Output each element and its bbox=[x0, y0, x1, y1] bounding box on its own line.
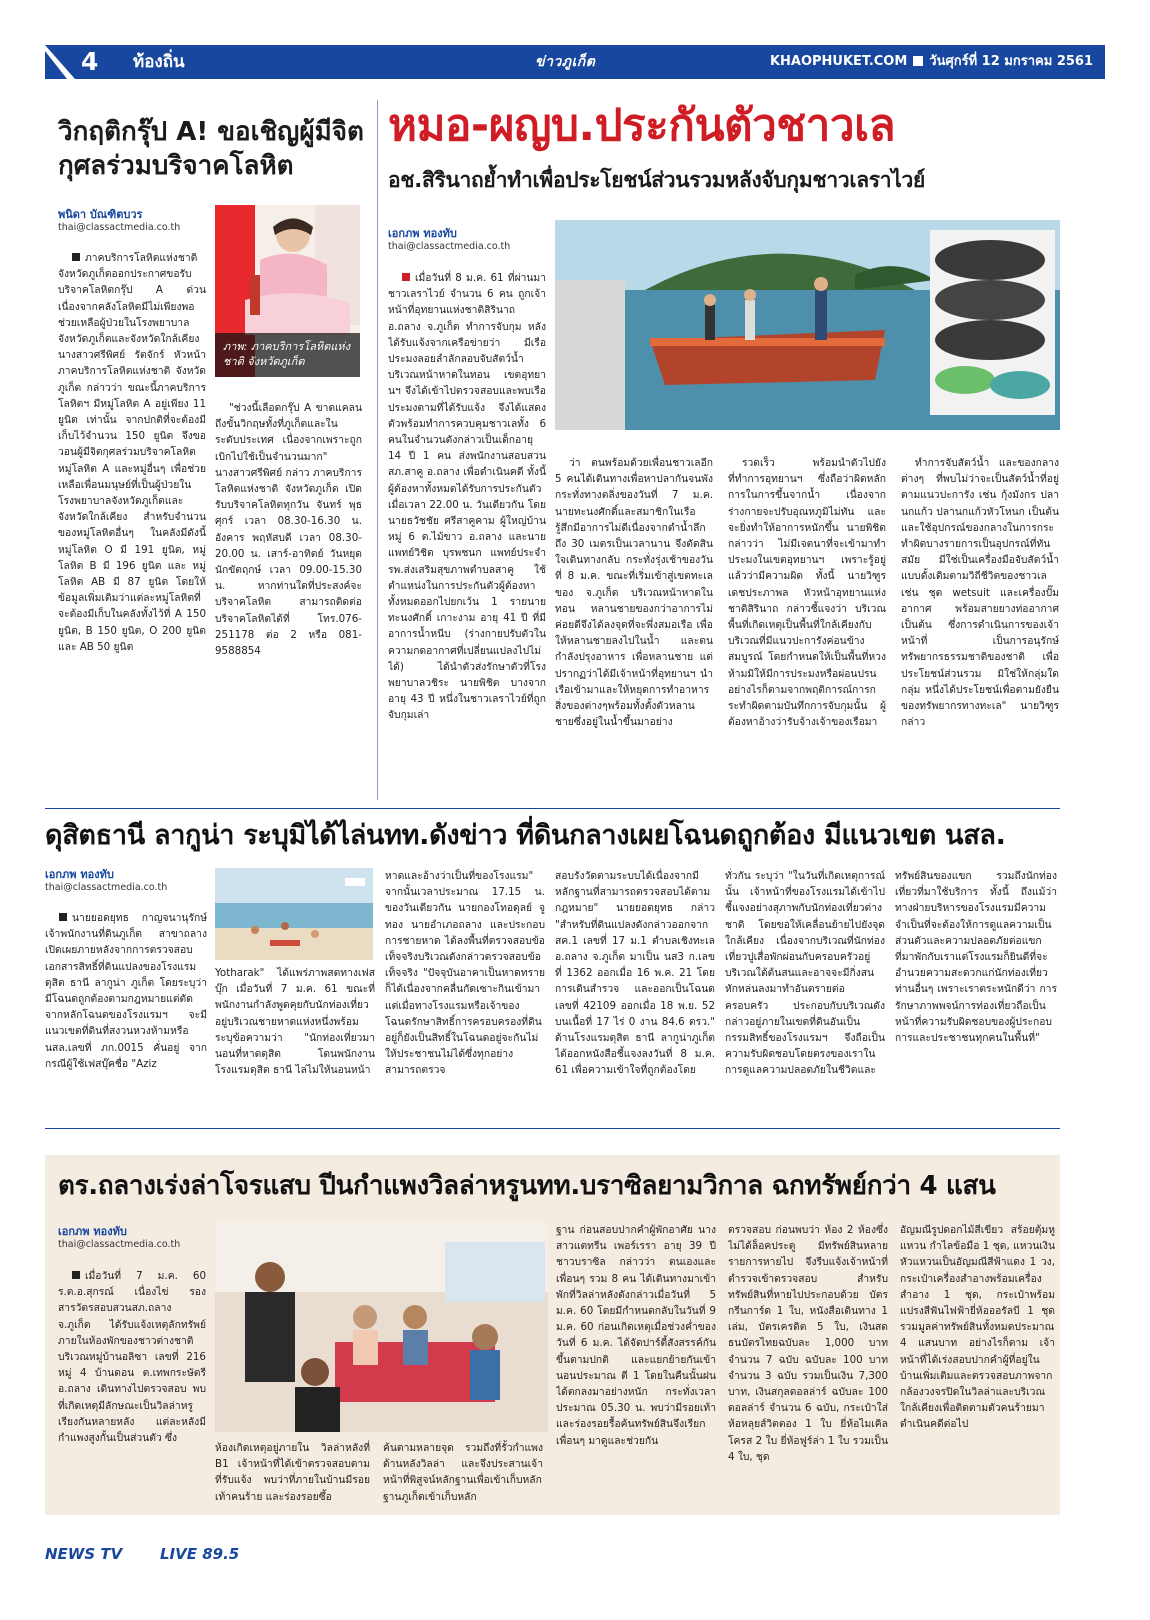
story4-column-1b bbox=[215, 1440, 370, 1508]
story1-email[interactable]: thai@classactmedia.co.th bbox=[58, 222, 181, 233]
section-divider bbox=[45, 808, 1060, 809]
issue-date: วันศุกร์ที่ 12 มกราคม 2561 bbox=[929, 54, 1093, 69]
story3-column-3 bbox=[555, 868, 715, 1110]
beach-illustration bbox=[215, 868, 373, 960]
story1-headline: วิกฤติกรุ๊ป A! ขอเชิญผู้มีจิตกุศลร่วมบริจาคโลหิต bbox=[58, 117, 364, 181]
story2-column-3 bbox=[728, 455, 886, 800]
header-meta bbox=[770, 45, 1093, 79]
story3-column-5 bbox=[895, 868, 1057, 1110]
story2-subheadline: อช.สิรินาถย้ำทำเพื่อประโยชน์ส่วนรวมหลังจับกุมชาวเลราไวย์ bbox=[388, 168, 925, 192]
story3-text-5: ทรัพย์สินของแขก รวมถึงนักท่องเที่ยวที่มาใช้บริการ ทั้งนี้ ถึงแม้ว่าทางฝ่ายบริหารของโรงแรมมีความจำเป็นที่จะต้องให้การดูแลความเป็นส่วนตัวและความปลอดภัยต่อแขกที่มาพักกับเราแต่โรงแรมก็ยินดีที่จะอำนวยความสะดวกแก่นักท่องเที่ยวท่านอื่นๆ เพราะเราตระหนักดีว่า การรักษาภาพพจน์การท่องเที่ยวถือเป็นหน้าที่ความรับผิดชอบของผู้ประกอบการและประชาชนทุกคนในพื้นที่" bbox=[895, 870, 1057, 1045]
story2-column-4 bbox=[901, 455, 1059, 800]
story1-column-1 bbox=[58, 250, 206, 765]
story3-email[interactable]: thai@classactmedia.co.th bbox=[45, 882, 168, 893]
story4-column-3 bbox=[556, 1222, 716, 1508]
bullet-icon bbox=[72, 253, 80, 261]
story4-text-4: ตรวจสอบ ก่อนพบว่า ห้อง 2 ห้องซึ่งไม่ได้ล็อคประตู มีทรัพย์สินหลายรายการหายไป จึงรีบแจ้งเจ้าหน้าที่ตำรวจเข้าตรวจสอบ สำหรับทรัพย์สินที่หายไปประกอบด้วย บัตรกรีนการ์ด 1 ใบ, หนังสือเดินทาง 1 เล่ม, บัตรเครดิต 5 ใบ, เงินสด ธนบัตรไทยฉบับละ 1,000 บาท จำนวน 7 ฉบับ ฉบับละ 100 บาทจำนวน 3 ฉบับ รวมเป็นเงิน 7,300 บาท, เงินสกุลดอลล่าร์ ฉบับละ 100 ดอลล่าร์ จำนวน 6 ฉบับ, กระเป๋าใส่ห้อหลุยส์วิตตอง 1 ใบ ยี่ห้อไมเคิลโครส 2 ใบ ยี่ห้อฟูร์ล่า 1 ใบ รวมเป็น 4 ใบ, ชุด bbox=[728, 1224, 888, 1463]
story3-column-1a bbox=[45, 910, 207, 1110]
story3-text-4: ทั่วกัน ระบุว่า "ในวันที่เกิดเหตุการณ์นั้น เจ้าหน้าที่ของโรงแรมได้เข้าไปชี้แจงอย่างสุภาพกับนักท่องเที่ยวต่างชาติ โดยขอให้เคลื่อนย้ายไปยังจุดใกล้เคียง เนื่องจากบริเวณที่นักท่องเที่ยวปูเสื่อพักผ่อนกับครอบครัวอยู่บริเวณใต้ต้นสนและอาจจะมีกิ่งสนหักหล่นลงมาทำอันตรายต่อครอบครัว ประกอบกับบริเวณดังกล่าวอยู่ภายในเขตที่ดินอันเป็นกรรมสิทธิ์ของโรงแรมฯ จึงถือเป็นความรับผิดชอบโดยตรงของเราในการดูแลความปลอดภัยในชีวิตและ bbox=[725, 870, 885, 1077]
section-title: ท้องถิ่น bbox=[133, 52, 185, 72]
story1-byline bbox=[58, 208, 208, 234]
story2-author: เอกภพ ทองทับ bbox=[388, 227, 457, 240]
story4-photo-police bbox=[215, 1222, 548, 1432]
story1-column-2 bbox=[215, 400, 362, 765]
story2-byline bbox=[388, 227, 538, 253]
story1-text-2: "ช่วงนี้เลือดกรุ๊ป A ขาดแคลนถึงขั้นวิกฤษทั้งที่ภูเก็ตและในระดับประเทศ เนื่องจากเพราะถูกเบิกไปใช้เป็นจำนวนมาก" นางสาวศรีพิศย์ กล่าว ภาคบริการโลหิตแห่งชาติ จังหวัดภูเก็ต เปิดรับบริจาคโลหิตทุกวัน จันทร์ พุธ ศุกร์ เวลา 08.30-16.30 น. อังคาร พฤหัสบดี เวลา 08.30-20.00 น. เสาร์-อาทิตย์ วันหยุดนักขัตฤกษ์ เวลา 09.00-15.30 น. หากท่านใดที่ประสงค์จะบริจาคโลหิต สามารถติดต่อบริจาคโลหิตได้ที่ โทร.076-251178 ต่อ 2 หรือ 081-9588854 bbox=[215, 402, 362, 658]
story4-column-1a bbox=[58, 1268, 206, 1448]
story4-text-1b: ห้องเกิดเหตุอยู่ภายใน วิลล่าหลังที่ B1 เจ้าหน้าที่ได้เข้าตรวจสอบตามที่รับแจ้ง พบว่าที่ภายในบ้านมีรอยเท้าคนร้าย และร่องรอยซึ้อ bbox=[215, 1442, 370, 1503]
story3-text-3: สอบรังวัดตามระบบได้เนื่องจากมีหลักฐานที่สามารถตรวจสอบได้ตามกฎหมาย" นายยอดยุทธ กล่าว "สำหรับที่ดินแปลงดังกล่าวออกจาก สค.1 เลขที่ 17 ม.1 ตำบลเชิงทะเล อ.ถลาง จ.ภูเก็ต มาเป็น นส3 ก.เลขที่ 1362 ออกเมื่อ 16 พ.ค. 21 โดยการเดินสำรวจ และออกเป็นโฉนดเลขที่ 42109 ออกเมื่อ 18 พ.ย. 52 บนเนื้อที่ 17 ไร่ 0 งาน 84.6 ตรว." ด้านโรงแรมดุสิต ธานี ลากูน่าภูเก็ต ได้ออกหนังสือชี้แจงลงวันที่ 8 ม.ค. 61 เพื่อความเข้าใจที่ถูกต้องโดย bbox=[555, 870, 715, 1077]
fishing-boat-illustration bbox=[555, 220, 1060, 430]
story2-column-2 bbox=[555, 455, 713, 800]
story4-text-3: ฐาน ก่อนสอบปากคำผู้พักอาศัย นางสาวแตทรีน เพอร์เรรา อายุ 39 ปี ชาวบราซิล กล่าวว่า ตนเองและเพื่อนๆ รวม 8 คน ได้เดินทางมาเข้าพักที่วิลล่าหลังดังกล่าวเมื่อวันที่ 5 ม.ค. 60 โดยมีกำหนดกลับในวันที่ 9 ม.ค. 60 ก่อนเกิดเหตุเมื่อช่วงค่ำของวันที่ 6 ม.ค. ได้จัดปาร์ตี้สังสรรค์กันขึ้นตามปกติ และแยกย้ายกันเข้านอนประมาณ ตี 1 โดยในคืนนั้นฝนได้ตกลงมาอย่างหนัก กระทั่งเวลาประมาณ 05.30 น. พบว่ามีรอยเท้าและร่องรอยรื้อค้นทรัพย์สินจึงเรียกเพื่อนๆ มาดูและช่วยกัน bbox=[556, 1224, 716, 1447]
story2-photo-boat bbox=[555, 220, 1060, 430]
story3-column-4 bbox=[725, 868, 885, 1110]
story4-headline: ตร.ถลางเร่งล่าโจรแสบ ปีนกำแพงวิลล่าหรูนทท.บราซิลยามวิกาล ฉกทรัพย์กว่า 4 แสน bbox=[58, 1171, 996, 1201]
story3-text-1b: Yotharak" ได้แพร่ภาพสดทางเฟสบุ๊ก เมื่อวันที่ 7 ม.ค. 61 ขณะที่พนักงานกำลังพูดคุยกับนักท่องเที่ยวอยู่บริเวณชายหาดแห่งหนึ่งพร้อมระบุข้อความว่า "นักท่องเที่ยวมานอนที่หาดดุสิต โดนพนักงานโรงแรมดุสิต ธานี ไล่ไม่ให้นอนหน้า bbox=[215, 967, 375, 1077]
website-link[interactable]: KHAOPHUKET.COM bbox=[769, 54, 908, 69]
police-interview-illustration bbox=[215, 1222, 548, 1432]
story2-text-2: ว่า ตนพร้อมด้วยเพื่อนชาวเลอีก 5 คนได้เดินทางเพื่อหาปลากันจนพังกระทั่งทางตลิ่งของวันที่ 7 ม.ค. นายทะนงศักดิ์และสมาชิกในเรือรู้สึกมีอาการไม่ดีเนื่องจากดำน้ำลึกถึง 30 เมตรเป็นเวลานาน จึงตัดสินใจเดินทางกลับ กระทั่งรุ่งเช้าของวันที่ 8 ม.ค. ขณะที่เริ่มเข้าสู่เขตทะเลของ จ.ภูเก็ต บริเวณหน้าหาดในทอน หลานชายของกว่าอาการไม่ค่อยดีจึงได้ลงจุดที่จะพึ่งสมอเรือ เพื่อให้หลานชายลงไปในน้ำ และตนกำลังปรุงอาหาร เพื่อหลานชาย แต่ปรากฏว่าได้มีเจ้าหน้าที่อุทยานฯ นำเรือเข้ามาและให้หยุดการทำอาหารสิ่งของต่างๆพร้อมทั้งตั้งตัวหลานชายซึ่งอยู่ในน้ำขึ้นมาอย่าง bbox=[555, 457, 713, 729]
story3-text-1: นายยอดยุทธ กาญจนานุรักษ์ เจ้าพนักงานที่ดินภูเก็ต สาขาถลาง เปิดเผยภายหลังจากการตรวจสอบเอกสารสิทธิ์ที่ดินแปลงของโรงแรมดุสิต ธานี ลากูน่า ภูเก็ต โดยระบุว่า มีโฉนดถูกต้องตามกฎหมายแต่ตัดจากหลักโฉนดของโรงแรมฯ จะมีแนวเขตที่ดินที่สงวนหวงห้ามหรือ นสล.เลขที่ ภก.0015 คั่นอยู่ จากกรณีผู้ใช้เฟสบุ๊คชื่อ "Aziz bbox=[45, 912, 207, 1070]
story3-column-1b bbox=[215, 965, 375, 1110]
story2-text-1: เมื่อวันที่ 8 ม.ค. 61 ที่ผ่านมาชาวเลราไวย์ จำนวน 6 คน ถูกเจ้าหน้าที่อุทยานแห่งชาติสิรินาถ อ.ถลาง จ.ภูเก็ต ทำการจับกุม หลังได้รับแจ้งจากเครือข่ายว่า มีเรือประมงลอยลำลักลอบจับสัตว์น้ำบริเวณหน้าหาดในทอน เขตอุทยานฯ จึงได้เข้าไปตรวจสอบและพบเรือประมงตามที่ได้รับแจ้ง จึงได้แสดงตัวพร้อมทำการควบคุมชาวเลทั้ง 6 คนในจำนวนดังกล่าวเป็นเด็กอายุ 14 ปี 1 คน ส่งพนักงานสอบสวน สภ.สาคู อ.ถลาง เพื่อดำเนินคดี ทั้งนี้ผู้ต้องหาทั้งหมดได้รับการประกันตัวเมื่อเวลา 22.00 น. วันเดียวกัน โดยนายธวัชชัย ศรีสาคูคาม ผู้ใหญ่บ้าน หมู่ 6 ต.ไม้ขาว อ.ถลาง และนายแพทย์วิชิต บุรพชนก แพทย์ประจำ รพ.ส่งเสริมสุขภาพตำบลสาคู ใช้ตำแหน่งในการประกันตัวผู้ต้องหาทั้งหมดออกไปยกเว้น 1 รายนายทะนงศักดิ์ เกาะงาม อายุ 41 ปี ที่มีอาการน้ำหนีบ (ร่างกายปรับตัวในความกดอากาศที่เปลี่ยนแปลงไปไม่ได้) ได้นำตัวส่งรักษาตัวที่โรงพยาบาลวชิระ นายพิชิต บางจาก อายุ 43 ปี หนึ่งในชาวเลราไวย์ที่ถูกจับกุมเล่า bbox=[388, 272, 546, 722]
bullet-icon bbox=[72, 1271, 80, 1279]
story3-photo-beach bbox=[215, 868, 373, 960]
section-divider bbox=[45, 1128, 1060, 1129]
story2-headline: หมอ-ผญบ.ประกันตัวชาวเล bbox=[388, 100, 896, 151]
newspaper-logo: ข่าวภูเก็ต bbox=[535, 54, 596, 70]
story4-author: เอกภพ ทองทับ bbox=[58, 1225, 127, 1238]
page-number: 4 bbox=[81, 47, 99, 76]
story3-text-2: หาดและอ้างว่าเป็นที่ของโรงแรม" จากนั้นเวลาประมาณ 17.15 น. ของวันเดียวกัน นายกองโทอดุลย์ จูทอง นายอำเภอถลาง และประกอบการชายหาด ได้ลงพื้นที่ตรวจสอบข้อเท็จจริงบริเวณดังกล่าวตรวจสอบข้อเท็จจริง "ปัจจุบันอาคาเป็นหาดทรายก็ได้เนื่องจากคลื่นกัดเซาะกินเข้ามา แต่เมื่อทางโรงแรมหรือเจ้าของโฉนดรักษาสิทธิ์การครอบครองที่ดินอยู่ก็ยังเป็นสิทธิ์ในโฉนดอยู่จะกันไม่ให้ประชาชนไม่ได้ซึ่งทุกอย่างสามารถตรวจ bbox=[385, 870, 545, 1077]
story1-text-1: ภาคบริการโลหิตแห่งชาติ จังหวัดภูเก็ตออกประกาศขอรับบริจาคโลหิตกรุ๊ป A ด่วน เนื่องจากคลังโลหิตมีไม่เพียงพอช่วยเหลือผู้ป่วยในโรงพยาบาลจังหวัดภูเก็ตและจังหวัดใกล้เคียง นางสาวศรีพิศย์ รัตจักร์ หัวหน้าภาคบริการโลหิตแห่งชาติ จังหวัดภูเก็ต กล่าวว่า ขณะนี้ภาคบริการโลหิตฯ มีหมู่โลหิต A อยู่เพียง 11 ยูนิต เท่านั้น จากปกติที่จะต้องมีเก็บไว้จำนวน 150 ยูนิต จึงขอวอนผู้มีจิตกุศลร่วมบริจาคโลหิตหมู่โลหิต A และหมู่อื่นๆ เพื่อช่วยเหลือเพื่อนมนุษย์ที่เป็นผู้ป่วยในโรงพยาบาลจังหวัดภูเก็ตและจังหวัดใกล้เคียง สำหรับจำนวนของหมู่โลหิตอื่นๆ ในคลังมีดังนี้ หมู่โลหิต O มี 191 ยูนิต, หมู่โลหิต B มี 196 ยูนิต และ หมู่โลหิต AB มี 87 ยูนิต โดยให้ข้อมูลเพิ่มเติมว่าแต่ละหมู่โลหิตที่จะต้องมีเก็บในคลังทั้งไว้ที่ A 150 ยูนิต, B 150 ยูนิต, O 200 ยูนิต และ AB 50 ยูนิต bbox=[58, 252, 206, 653]
story4-byline bbox=[58, 1225, 208, 1251]
story4-column-2 bbox=[383, 1440, 543, 1508]
header-corner-logo bbox=[45, 45, 75, 79]
story4-column-4 bbox=[728, 1222, 888, 1508]
story3-byline bbox=[45, 868, 205, 894]
story4-text-1: เมื่อวันที่ 7 ม.ค. 60 ร.ต.อ.สุกรณ์ เนื่องไข่ รองสารวัตรสอบสวนสภ.ถลาง จ.ภูเก็ต ได้รับแจ้งเหตุลักทรัพย์ภายในห้องพักของชาวต่างชาติ บริเวณหมู่บ้านอลิซา เลขที่ 216 หมู่ 4 บ้านดอน ต.เทพกระษัตรี อ.ถลาง เดินทางไปตรวจสอบ พบที่เกิดเหตุมีลักษณะเป็นวิลล่าหรูเรียงกันหลายหลัง แต่ละหลังมีกำแพงสูงกั้นเป็นส่วนตัว ซึ่ง bbox=[58, 1270, 206, 1445]
story3-column-2 bbox=[385, 868, 545, 1110]
separator-square-icon bbox=[913, 56, 923, 66]
live-radio-logo[interactable]: LIVE 89.5 bbox=[160, 1545, 240, 1563]
story2-text-4: ทำการจับสัตว์น้ำ และของกลางต่างๆ ที่พบไม่ว่าจะเป็นสัตว์น้ำที่อยู่ตามแนวปะการัง เช่น กุ้งมังกร ปลานกแก้ว ปลานกแก้วหัวโหนก เป็นต้น และใช้อุปกรณ์ของกลางในการกระทำผิดบางรายการเป็นอุปกรณ์ที่ทันสมัย มีใช่เป็นเครื่องมือจับสัตว์น้ำแบบดั้งเดิมตามวิถีชีวิตของชาวเล เช่น ชุด wetsuit และเครื่องปั๊มอากาศ พร้อมสายยางท่ออากาศ เป็นต้น ซึ่งการดำเนินการของเจ้าหน้าที่ เป็นการอนุรักษ์ทรัพยากรธรรมชาติของชาติ เพื่อประโยชน์ส่วนรวม มิใช่ให้กลุ่มใดกลุ่ม หนึ่งได้ประโยชน์เพื่อตามยังยืนของทรัพยากรทางทะเล" นายวิฑูร กล่าว bbox=[901, 457, 1059, 729]
story2-email[interactable]: thai@classactmedia.co.th bbox=[388, 241, 511, 252]
story2-text-3: รวดเร็ว พร้อมนำตัวไปยังที่ทำการอุทยานฯ ซึ่งถือว่าผิดหลักการในการขึ้นจากน้ำ เนื่องจากร่างกายจะปรับอุณหภูมิไม่ทัน และจะยิ่งทำให้อาการหนักขึ้น นายพิชิต กล่าวว่า ไม่มีเจตนาที่จะเข้ามาทำประมงในเขตอุทยานฯ เพราะรู้อยู่แล้วว่ามีความผิด ทั้งนี้ นายวิฑูร เดชประภาพล หัวหน้าอุทยานแห่งชาติสิรินาถ กล่าวชี้แจงว่า บริเวณพื้นที่เกิดเหตุเป็นพื้นที่ใกล้เคียงกับบริเวณที่มีแนวปะการังค่อนข้างสมบูรณ์ โดยกำหนดให้เป็นพื้นที่หวงห้ามมิให้มีการประมงหรือผ่อนปรน อย่างไรก็ตามจากพฤติการณ์การกระทำผิดตามบันทึกการจับกุมนั้น ผู้ต้องหาอ้างว่ารับจ้างเจ้าของเรือมา bbox=[728, 457, 886, 729]
bullet-icon bbox=[59, 913, 67, 921]
story4-column-5 bbox=[900, 1222, 1055, 1508]
story4-text-5: อัญมณีรูปดอกไม้สีเขียว สร้อยตุ้มหู แหวน กำไลข้อมือ 1 ชุด, แหวนเงินหัวแหวนเป็นอัญมณีสีฟ้าแดง 1 วง, กระเป๋าเครื่องสำอางพร้อมเครื่องสำอาง 1 ชุด, กระเป๋าพร้อมแปรงสีฟันไฟฟ้ายี่ห้อออรัลบี 1 ชุด รวมมูลค่าทรัพย์สินทั้งหมดประมาณ 4 แสนบาท อย่างไรก็ตาม เจ้าหน้าที่ได้เร่งสอบปากคำผู้ที่อยู่ในบ้านเพิ่มเติมและตรวจสอบภาพจากกล้องวงจรปิดในวิลล่าและบริเวณใกล้เคียงเพื่อติดตามตัวคนร้ายมาดำเนินคดีต่อไป bbox=[900, 1224, 1055, 1431]
story3-author: เอกภพ ทองทับ bbox=[45, 868, 114, 881]
story3-headline: ดุสิตธานี ลากูน่า ระบุมิได้ไล่นทท.ดังข่าว ที่ดินกลางเผยโฉนดถูกต้อง มีแนวเขต นสล. bbox=[45, 820, 1006, 851]
story2-column-1 bbox=[388, 270, 546, 800]
story1-photo bbox=[215, 205, 360, 377]
page-header bbox=[75, 45, 1105, 79]
story4-text-2: ค้นตามหลายจุด รวมถึงที่รั้วกำแพงด้านหลังวิลล่า และจึงประสานเจ้าหน้าที่พิสูจน์หลักฐานเพื่อเข้าเก็บหลักฐานภูเก็ตเข้าเก็บหลัก bbox=[383, 1442, 543, 1503]
story1-author: พนิดา บัณฑิตบวร bbox=[58, 208, 143, 221]
column-divider bbox=[377, 100, 378, 800]
story4-email[interactable]: thai@classactmedia.co.th bbox=[58, 1239, 181, 1250]
bullet-icon bbox=[402, 273, 410, 281]
news-tv-logo[interactable]: NEWS TV bbox=[45, 1545, 123, 1563]
story1-photo-caption: ภาพ: ภาคบริการโลหิตแห่งชาติ จังหวัดภูเก็ต bbox=[215, 333, 360, 377]
